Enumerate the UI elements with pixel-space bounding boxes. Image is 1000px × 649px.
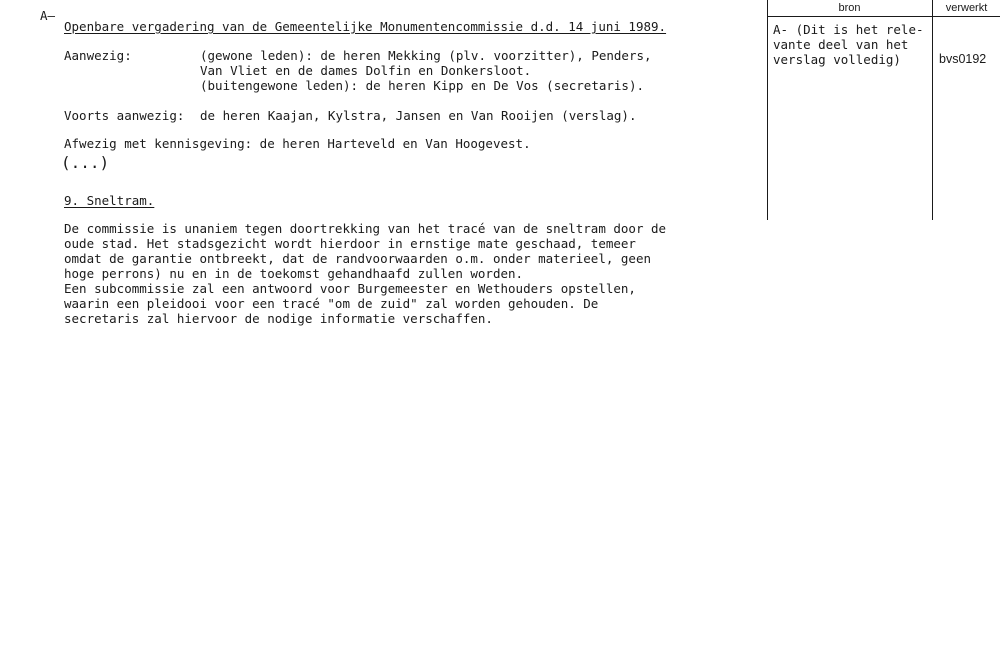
attendance-label: Aanwezig: [64, 48, 132, 63]
absent-line: Afwezig met kennisgeving: de heren Harteveld en Van Hoogevest. [64, 136, 531, 151]
paragraph-line: hoge perrons) nu en in de toekomst gehandhaafd zullen worden. [64, 266, 524, 281]
paragraph-line: Een subcommissie zal een antwoord voor Burgemeester en Wethouders opstellen, [64, 281, 636, 296]
paragraph-line: omdat de garantie ontbreekt, dat de randvoorwaarden o.m. onder materieel, geen [64, 251, 651, 266]
omission-ellipsis: (...) [61, 153, 110, 172]
meeting-title: Openbare vergadering van de Gemeentelijke Monumentencommissie d.d. 14 juni 1989. [64, 19, 667, 34]
column-header-verwerkt: verwerkt [945, 2, 988, 14]
also-present-text: de heren Kaajan, Kylstra, Jansen en Van Rooijen (verslag). [200, 108, 637, 123]
paragraph-line: oude stad. Het stadsgezicht wordt hierdoor in ernstige mate geschaad, temeer [64, 236, 636, 251]
paragraph-line: De commissie is unaniem tegen doortrekking van het tracé van de sneltram door de [64, 221, 667, 236]
section-heading: 9. Sneltram. [64, 193, 155, 208]
table-header-divider [767, 16, 1000, 17]
section-marker: A— [40, 8, 56, 23]
source-table [767, 0, 1000, 220]
bron-cell-line: A- (Dit is het rele- [773, 22, 924, 37]
paragraph-line: waarin een pleidooi voor een tracé "om de zuid" zal worden gehouden. De [64, 296, 599, 311]
attendance-line: (buitengewone leden): de heren Kipp en De Vos (secretaris). [200, 78, 645, 93]
table-border-left [767, 0, 768, 220]
table-column-divider [932, 0, 933, 220]
attendance-line: (gewone leden): de heren Mekking (plv. voorzitter), Penders, [200, 48, 652, 63]
verwerkt-cell: bvs0192 [939, 52, 987, 66]
also-present-label: Voorts aanwezig: [64, 108, 185, 123]
paragraph-line: secretaris zal hiervoor de nodige informatie verschaffen. [64, 311, 493, 326]
bron-cell-line: vante deel van het [773, 37, 909, 52]
attendance-line: Van Vliet en de dames Dolfin en Donkersloot. [200, 63, 532, 78]
column-header-bron: bron [838, 2, 861, 14]
bron-cell-line: verslag volledig) [773, 52, 901, 67]
